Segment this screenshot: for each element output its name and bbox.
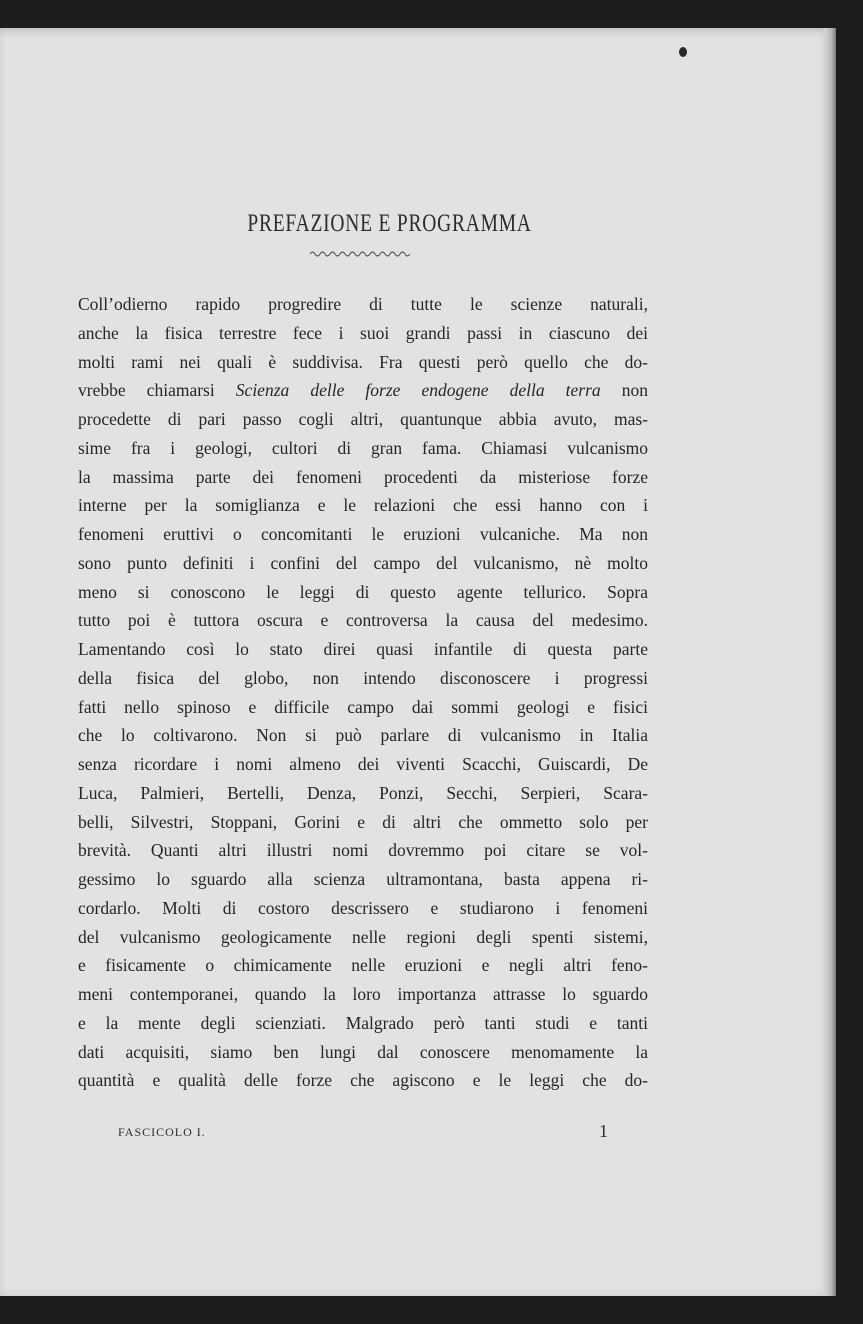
text-line: fatti nello spinoso e difficile campo dai sommi geologi e fisici — [78, 696, 648, 717]
text-line: cordarlo. Molti di costoro descrissero e studiarono i fenomeni — [78, 897, 648, 918]
chapter-title: PREFAZIONE E PROGRAMMA — [247, 210, 532, 237]
text-line: fenomeni eruttivi o concomitanti le eruzioni vulcaniche. Ma non — [78, 524, 648, 544]
text-line: del vulcanismo geologicamente nelle regioni degli spenti sistemi, — [78, 926, 648, 947]
binding-hole — [679, 47, 687, 57]
text-line: e la mente degli scienziati. Malgrado però tanti studi e tanti — [78, 1012, 648, 1033]
fascicle-label: FASCICOLO I. — [118, 1125, 206, 1139]
page-edge — [824, 28, 836, 1296]
text-line: procedette di pari passo cogli altri, quantunque abbia avuto, mas- — [78, 409, 648, 429]
text-line: la massima parte dei fenomeni procedenti da misteriose forze — [78, 466, 648, 487]
page-footer — [118, 1121, 608, 1145]
text-line: gessimo lo sguardo alla scienza ultramontana, basta appena ri- — [78, 869, 648, 889]
text-line: sono punto definiti i confini del campo del vulcanismo, nè molto — [78, 552, 648, 573]
text-line: interne per la somiglianza e le relazioni che essi hanno con i — [78, 495, 648, 516]
text-line: anche la fisica terrestre fece i suoi grandi passi in ciascuno dei — [78, 322, 648, 343]
text-line: Luca, Palmieri, Bertelli, Denza, Ponzi, Secchi, Serpieri, Scara- — [78, 782, 648, 803]
italic-phrase: Scienza delle forze endogene della terra — [235, 380, 601, 401]
text-line: e fisicamente o chimicamente nelle eruzioni e negli altri feno- — [78, 955, 648, 976]
text-line: meni contemporanei, quando la loro importanza attrasse lo sguardo — [78, 984, 648, 1004]
text-line: belli, Silvestri, Stoppani, Gorini e di altri che ommetto solo per — [78, 811, 648, 832]
page-number: 1 — [599, 1121, 608, 1141]
text-line: meno si conoscono le leggi di questo agente tellurico. Sopra — [78, 581, 648, 602]
text-segment: vrebbe chiamarsi — [78, 380, 215, 401]
text-line: che lo coltivarono. Non si può parlare di vulcanismo in Italia — [78, 725, 648, 746]
text-line: della fisica del globo, non intendo disconoscere i progressi — [78, 667, 648, 688]
text-line: brevità. Quanti altri illustri nomi dovremmo poi citare se vol- — [78, 840, 648, 861]
text-line: senza ricordare i nomi almeno dei viventi Scacchi, Guiscardi, De — [78, 754, 648, 774]
text-line: Coll’odierno rapido progredire di tutte le scienze naturali, — [78, 294, 648, 314]
text-line: molti rami nei quali è suddivisa. Fra questi però quello che do- — [78, 351, 648, 372]
text-line: Lamentando così lo stato direi quasi infantile di questa parte — [78, 639, 648, 659]
text-line: quantità e qualità delle forze che agiscono e le leggi che do- — [78, 1070, 648, 1091]
text-line: tutto poi è tuttora oscura e controversa la causa del medesimo. — [78, 610, 648, 631]
text-line-with-italic — [78, 376, 648, 405]
text-line: sime fra i geologi, cultori di gran fama. Chiamasi vulcanismo — [78, 437, 648, 458]
body-text — [78, 290, 648, 1095]
text-segment: non — [621, 380, 648, 401]
title-ornament — [310, 250, 410, 258]
text-line: dati acquisiti, siamo ben lungi dal conoscere menomamente la — [78, 1041, 648, 1062]
